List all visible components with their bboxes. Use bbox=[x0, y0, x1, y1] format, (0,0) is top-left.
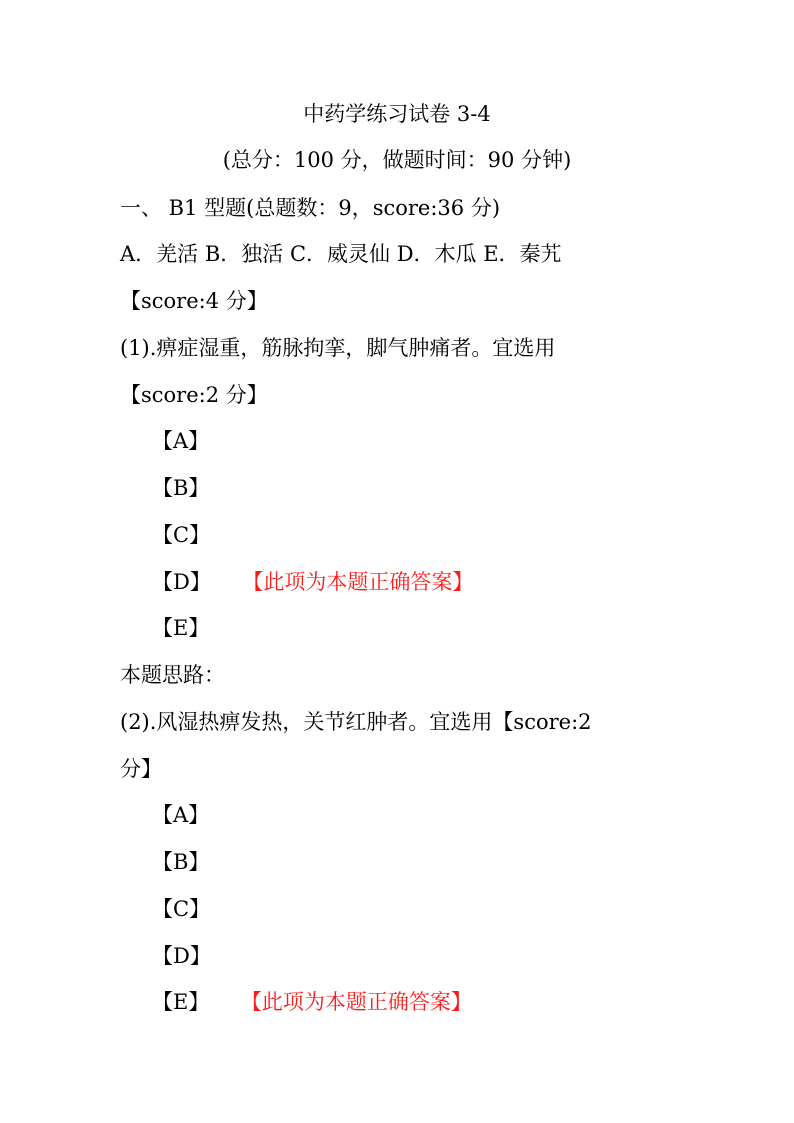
q1-option-a: 【A】 bbox=[152, 429, 210, 453]
q1-correct-answer-mark: 【此项为本题正确答案】 bbox=[252, 570, 474, 594]
question-2-stem-continuation: 分】 bbox=[120, 757, 162, 781]
q1-option-e: 【E】 bbox=[152, 616, 210, 640]
q2-correct-answer-mark: 【此项为本题正确答案】 bbox=[251, 990, 472, 1014]
q2-option-e-label: 【E】 bbox=[152, 990, 210, 1014]
group-score: 【score:4 分】 bbox=[120, 289, 268, 313]
q1-option-b: 【B】 bbox=[152, 476, 210, 500]
exam-subtitle: (总分：100 分，做题时间：90 分钟) bbox=[222, 148, 572, 172]
analysis-label: 本题思路： bbox=[120, 663, 225, 687]
choice-list: A．羌活 B．独活 C．威灵仙 D．木瓜 E．秦艽 bbox=[120, 242, 562, 266]
q2-option-d: 【D】 bbox=[152, 944, 211, 968]
section-heading: 一、 B1 型题(总题数：9，score:36 分) bbox=[120, 196, 501, 220]
q2-option-b: 【B】 bbox=[152, 850, 210, 874]
question-1-score: 【score:2 分】 bbox=[120, 383, 268, 407]
q2-option-e bbox=[152, 988, 472, 1016]
exam-title: 中药学练习试卷 3-4 bbox=[303, 102, 491, 126]
question-2-stem: (2).风湿热痹发热，关节红肿者。宜选用【score:2 bbox=[120, 710, 592, 734]
q2-option-a: 【A】 bbox=[152, 803, 210, 827]
q1-option-c: 【C】 bbox=[152, 523, 211, 547]
q1-option-d-label: 【D】 bbox=[152, 570, 211, 594]
question-1-stem: (1).痹症湿重，筋脉拘挛，脚气肿痛者。宜选用 bbox=[120, 336, 556, 360]
q1-option-d bbox=[152, 568, 473, 596]
q2-option-c: 【C】 bbox=[152, 897, 211, 921]
